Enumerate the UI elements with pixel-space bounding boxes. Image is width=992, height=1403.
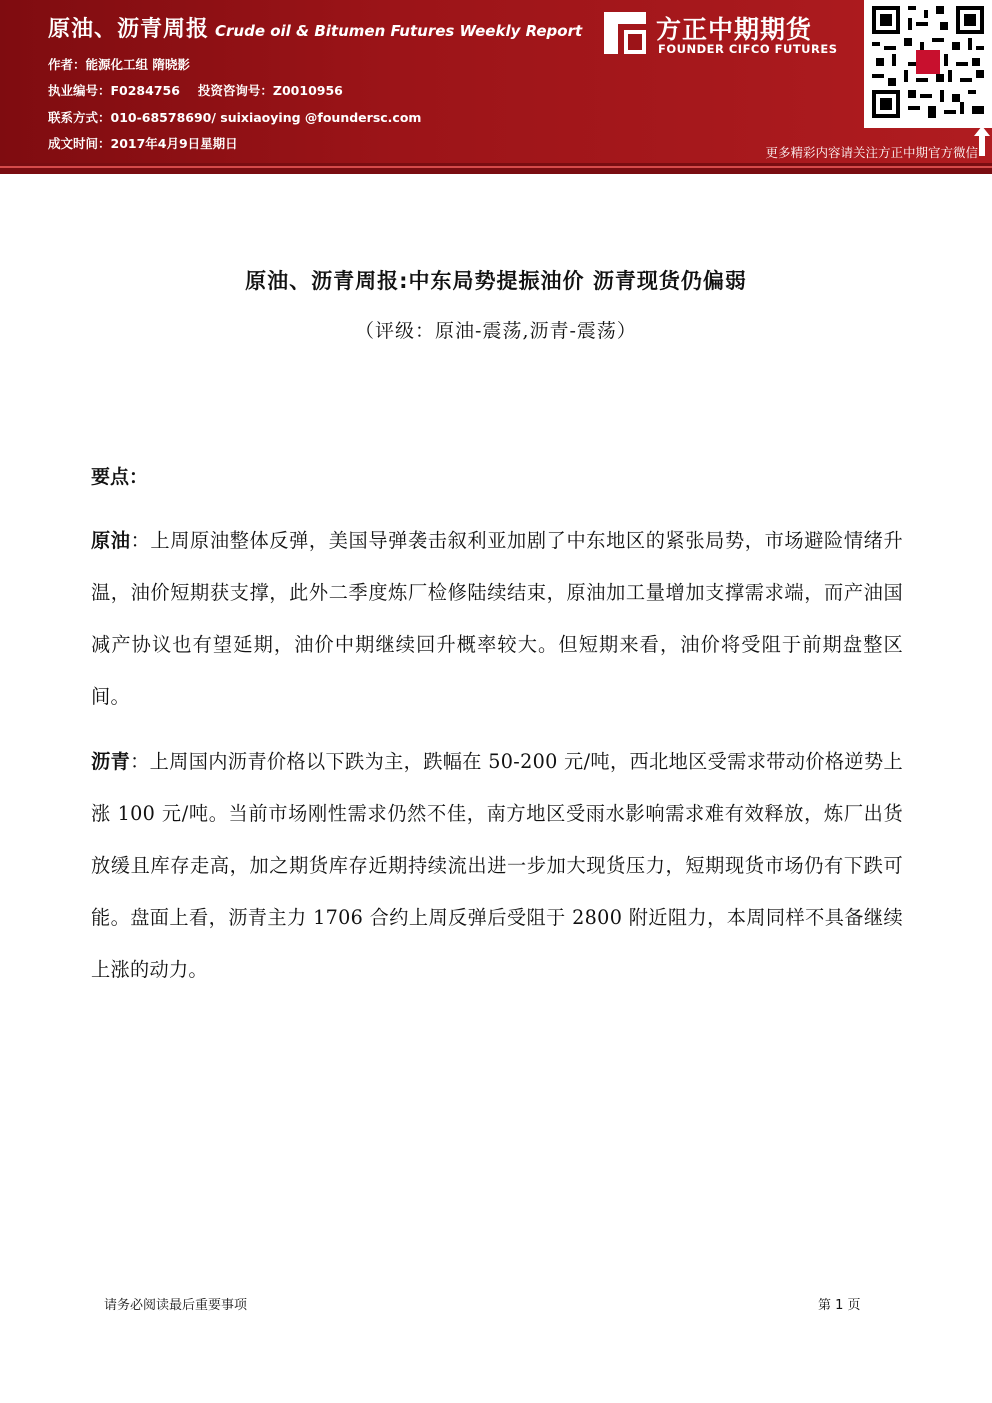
document-rating: （评级：原油-震荡,沥青-震荡）: [355, 320, 637, 342]
report-title-en: Crude oil & Bitumen Futures Weekly Report: [215, 22, 583, 40]
footer-disclaimer: 请务必阅读最后重要事项: [104, 1298, 248, 1313]
report-title-cn: 原油、沥青周报: [48, 17, 210, 42]
author-line: 作者：能源化工组 隋晓影: [48, 57, 190, 72]
header-stripe: [0, 163, 992, 174]
company-logo: [602, 10, 860, 62]
bitumen-label: 沥青: [91, 750, 131, 773]
crude-oil-text: ：上周原油整体反弹，美国导弹袭击叙利亚加剧了中东地区的紧张局势，市场避险情绪升温，油价短期获支撑，此外二季度炼厂检修陆续结束，原油加工量增加支撑需求端，而产油国减产协议也有望延期，油价中期继续回升概率较大。但短期来看，油价将受阻于前期盘整区间。: [91, 529, 903, 708]
logo-text-cn: 方正中期期货: [656, 15, 813, 44]
license-number: 执业编号：F0284756: [48, 83, 180, 98]
logo-text-en: FOUNDER CIFCO FUTURES: [658, 42, 838, 56]
crude-oil-paragraph: [91, 515, 903, 723]
bitumen-text: ：上周国内沥青价格以下跌为主，跌幅在 50-200 元/吨，西北地区受需求带动价格逆势上涨 100 元/吨。当前市场刚性需求仍然不佳，南方地区受雨水影响需求难有效释放，炼厂出货放缓且库存走高，加之期货库存近期持续流出进一步加大现货压力，短期现货市场仍有下跌可能。盘面上看，沥青主力 1706 合约上周反弹后受阻于 2800 附近阻力，本周同样不具备继续上涨的动力。: [91, 750, 903, 981]
crude-oil-label: 原油: [91, 529, 131, 552]
report-title: [48, 12, 582, 43]
date-line: 成文时间：2017年4月9日星期日: [48, 136, 238, 151]
wechat-follow-note: 更多精彩内容请关注方正中期官方微信: [765, 145, 978, 160]
logo-mark-icon: [602, 10, 648, 56]
contact-line: 联系方式：010-68578690/ suixiaoying @foundersc.com: [48, 110, 422, 125]
consult-number: 投资咨询号：Z0010956: [197, 83, 343, 98]
document-title: 原油、沥青周报:中东局势提振油价 沥青现货仍偏弱: [245, 269, 747, 293]
keypoints-heading: 要点：: [91, 466, 149, 488]
bitumen-paragraph: [91, 736, 903, 996]
page-number: 第 1 页: [818, 1298, 861, 1313]
qr-code-icon: [872, 6, 984, 118]
license-line: [48, 81, 343, 99]
qr-code: [864, 0, 992, 128]
